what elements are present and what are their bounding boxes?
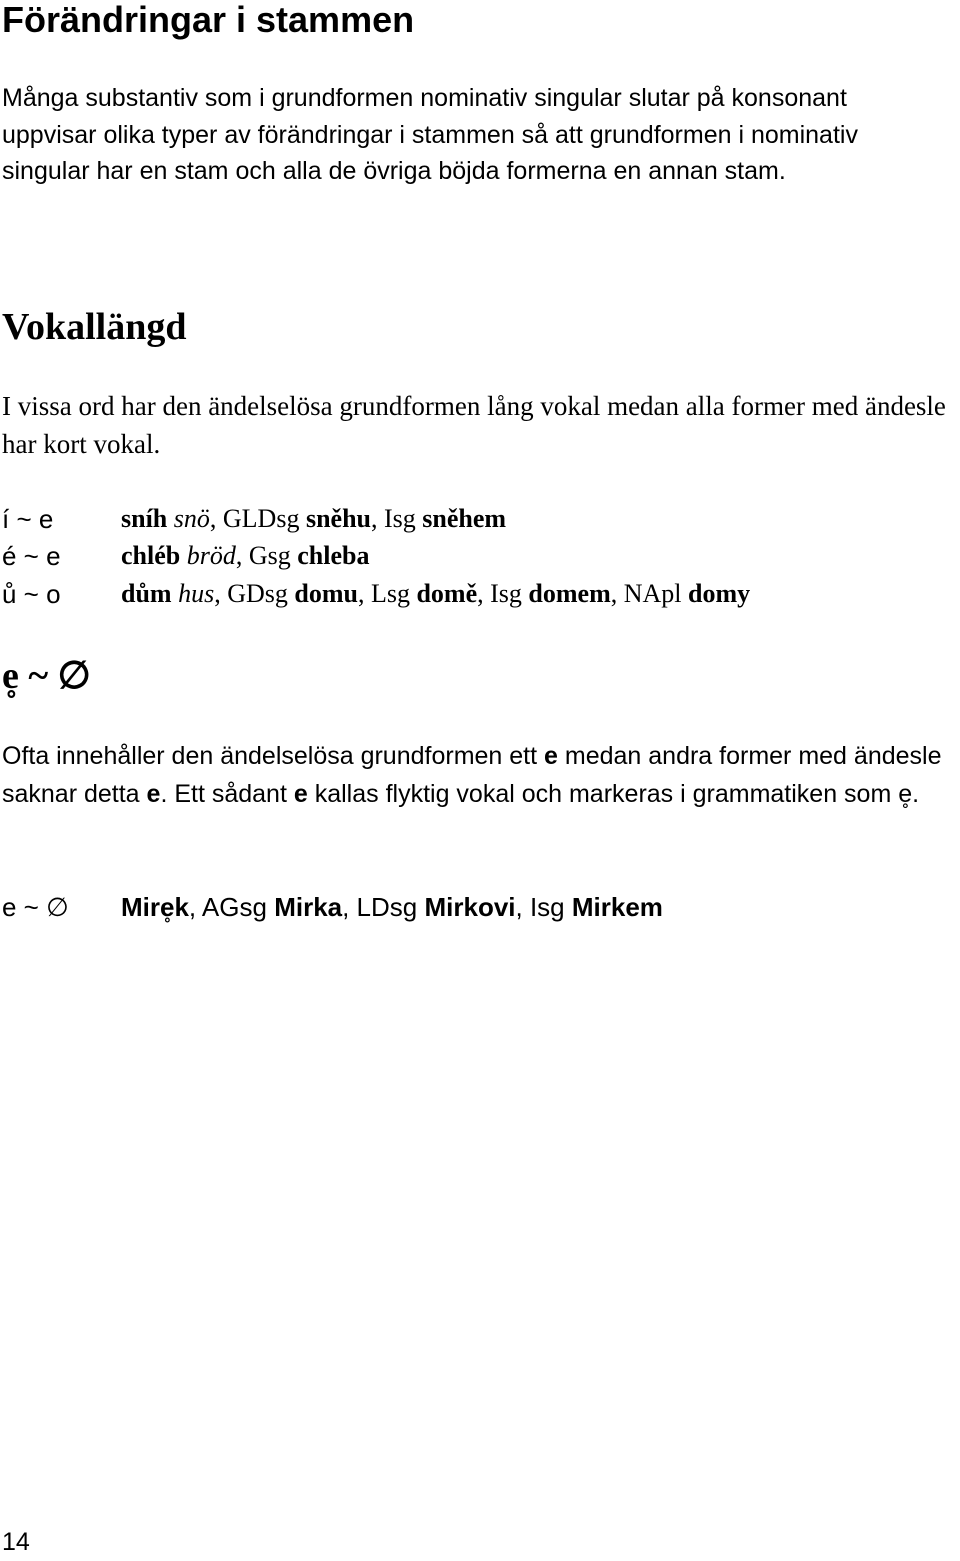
paragraph-text: . Ett sådant xyxy=(160,779,294,808)
intro-paragraph: Många substantiv som i grundformen nominativ singular slutar på konsonant uppvisar olika typer av förändringar i stammen så att grundformen i nominativ singular har en stam och alla de övriga böjda formerna en annan stam. xyxy=(2,84,858,185)
example-row xyxy=(0,500,960,538)
section-heading-vokallangd: Vokallängd xyxy=(2,306,187,348)
example-gloss: bröd xyxy=(186,541,236,570)
example-label: ů ~ o xyxy=(2,579,61,609)
example-label: é ~ e xyxy=(2,541,61,571)
example-word: dům xyxy=(121,579,172,608)
page-number: 14 xyxy=(2,1528,30,1556)
page-title: Förändringar i stammen xyxy=(2,0,415,40)
example-text xyxy=(121,575,750,613)
paragraph-text: . xyxy=(912,779,920,808)
example-word: domem xyxy=(528,579,611,608)
example-form-label: , NApl xyxy=(610,579,689,608)
example-form-label: , Lsg xyxy=(357,579,417,608)
example-label: í ~ e xyxy=(2,504,54,534)
example-word: domu xyxy=(294,579,358,608)
example-gloss: hus xyxy=(178,579,215,608)
example-form-label: , AGsg xyxy=(188,892,275,922)
example-form-label: , Isg xyxy=(371,504,423,533)
paragraph-text: kallas flyktig vokal och markeras i grammatiken som xyxy=(307,779,899,808)
example-row xyxy=(0,537,960,575)
example-word: domě xyxy=(416,579,478,608)
flyktig-paragraph xyxy=(2,738,960,813)
example-text xyxy=(121,888,663,926)
example-word: sníh xyxy=(121,504,168,533)
example-form-label: , Isg xyxy=(515,892,572,922)
paragraph-text: medan andra former med ändesle saknar detta xyxy=(2,742,942,808)
example-word: Mirkovi xyxy=(424,892,516,922)
example-word: Mirkem xyxy=(571,892,663,922)
example-text xyxy=(121,537,370,575)
example-gloss: snö xyxy=(173,504,210,533)
example-label: e ~ ∅ xyxy=(2,892,69,922)
bold-letter-e: e xyxy=(544,742,558,770)
example-word: Mirka xyxy=(274,892,343,922)
vokallangd-paragraph: I vissa ord har den ändelselösa grundformen lång vokal medan alla former med ändesle har kort vokal. xyxy=(2,391,946,459)
example-form-label: , LDsg xyxy=(342,892,425,922)
example-row xyxy=(0,888,960,926)
example-word: domy xyxy=(688,579,751,608)
example-form-label: , GLDsg xyxy=(209,504,306,533)
example-form-label: , GDsg xyxy=(214,579,295,608)
example-form-label: , Gsg xyxy=(235,541,298,570)
section-heading-flyktig-vokal: e̥ ~ ∅ xyxy=(2,655,91,697)
bold-letter-e: e xyxy=(293,779,308,808)
example-word: chleba xyxy=(297,541,370,570)
example-word: sněhem xyxy=(422,504,507,533)
paragraph-text: Ofta innehåller den ändelselösa grundformen ett xyxy=(2,742,545,770)
example-text xyxy=(121,500,506,538)
flyktig-vokal-symbol: e̥ xyxy=(898,779,913,808)
example-row xyxy=(0,575,960,613)
example-word: Mire̥k xyxy=(121,892,189,922)
example-word: sněhu xyxy=(305,504,371,533)
example-form-label: , Isg xyxy=(477,579,529,608)
example-word: chléb xyxy=(121,541,181,570)
bold-letter-e: e xyxy=(146,779,161,808)
